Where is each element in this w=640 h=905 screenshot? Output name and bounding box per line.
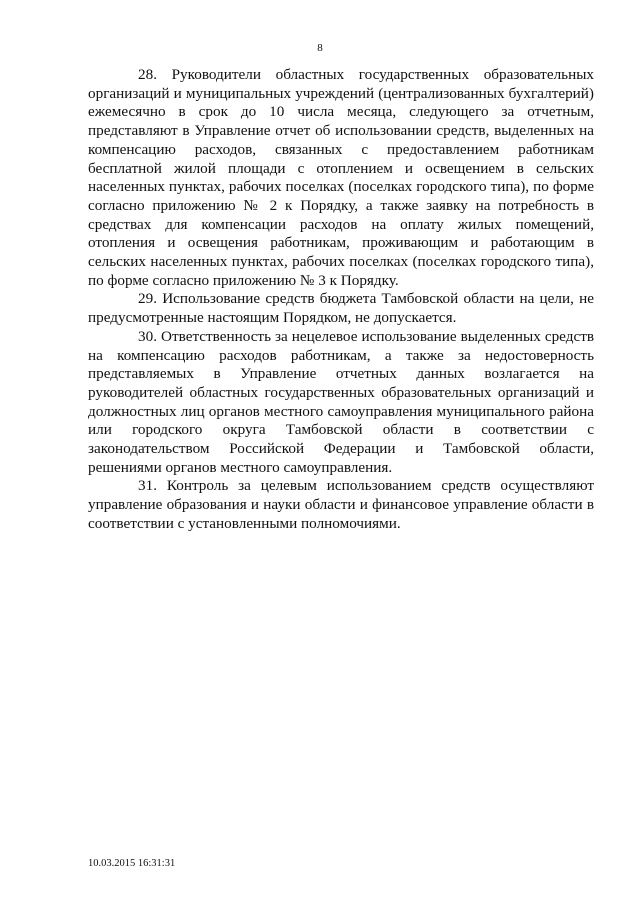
- text-line: отопления и освещения работникам, проживающим и работающим в: [88, 234, 594, 252]
- text-line: 28. Руководители областных государственных образовательных: [138, 66, 594, 83]
- text-line: организаций и муниципальных учреждений (централизованных бухгалтерий): [88, 84, 594, 102]
- text-line: законодательством Российской Федерации и Тамбовской области,: [88, 440, 594, 458]
- text-line: согласно приложению № 2 к Порядку, а также заявку на потребность в: [88, 196, 594, 214]
- footer-timestamp: 10.03.2015 16:31:31: [88, 858, 176, 869]
- text-line: предусмотренные настоящим Порядком, не допускается.: [88, 309, 457, 327]
- text-line: соответствии с установленными полномочиями.: [88, 514, 401, 532]
- text-line: управление образования и науки области и финансовое управление области в: [88, 496, 594, 514]
- text-line: 31. Контроль за целевым использованием средств осуществляют: [138, 477, 594, 495]
- paragraph-30: [88, 328, 594, 478]
- text-line: сельских населенных пунктах, рабочих поселках (поселках городского типа),: [88, 253, 594, 271]
- paragraph-29: [88, 290, 594, 327]
- text-line: компенсацию расходов, связанных с предоставлением работникам: [88, 140, 594, 158]
- text-line: решениями органов местного самоуправления.: [88, 458, 393, 476]
- text-line: населенных пунктах, рабочих поселках (поселках городского типа), по форме: [88, 178, 594, 196]
- paragraph-31: [88, 477, 594, 533]
- text-line: по форме согласно приложению № 3 к Порядку.: [88, 271, 399, 289]
- text-line: средствах для компенсации расходов на оплату жилых помещений,: [88, 215, 594, 233]
- paragraph-28: [88, 66, 594, 290]
- text-line: или городского округа Тамбовской области в соответствии с: [88, 421, 594, 439]
- text-line: руководителей областных государственных образовательных организаций и: [88, 383, 594, 401]
- text-line: на компенсацию расходов работникам, а также за недостоверность: [88, 346, 594, 364]
- text-line: представляют в Управление отчет об использовании средств, выделенных на: [88, 122, 594, 140]
- text-line: представляемых в Управление отчетных данных возлагается на: [88, 365, 594, 383]
- document-body: [88, 66, 594, 534]
- page-number: 8: [317, 42, 323, 54]
- text-line: 29. Использование средств бюджета Тамбовской области на цели, не: [138, 290, 594, 308]
- text-line: должностных лиц органов местного самоуправления муниципального района: [88, 402, 594, 420]
- text-line: ежемесячно в срок до 10 числа месяца, следующего за отчетным,: [88, 103, 594, 121]
- text-line: бесплатной жилой площади с отоплением и освещением в сельских: [88, 159, 594, 177]
- text-line: 30. Ответственность за нецелевое использование выделенных средств: [138, 327, 594, 345]
